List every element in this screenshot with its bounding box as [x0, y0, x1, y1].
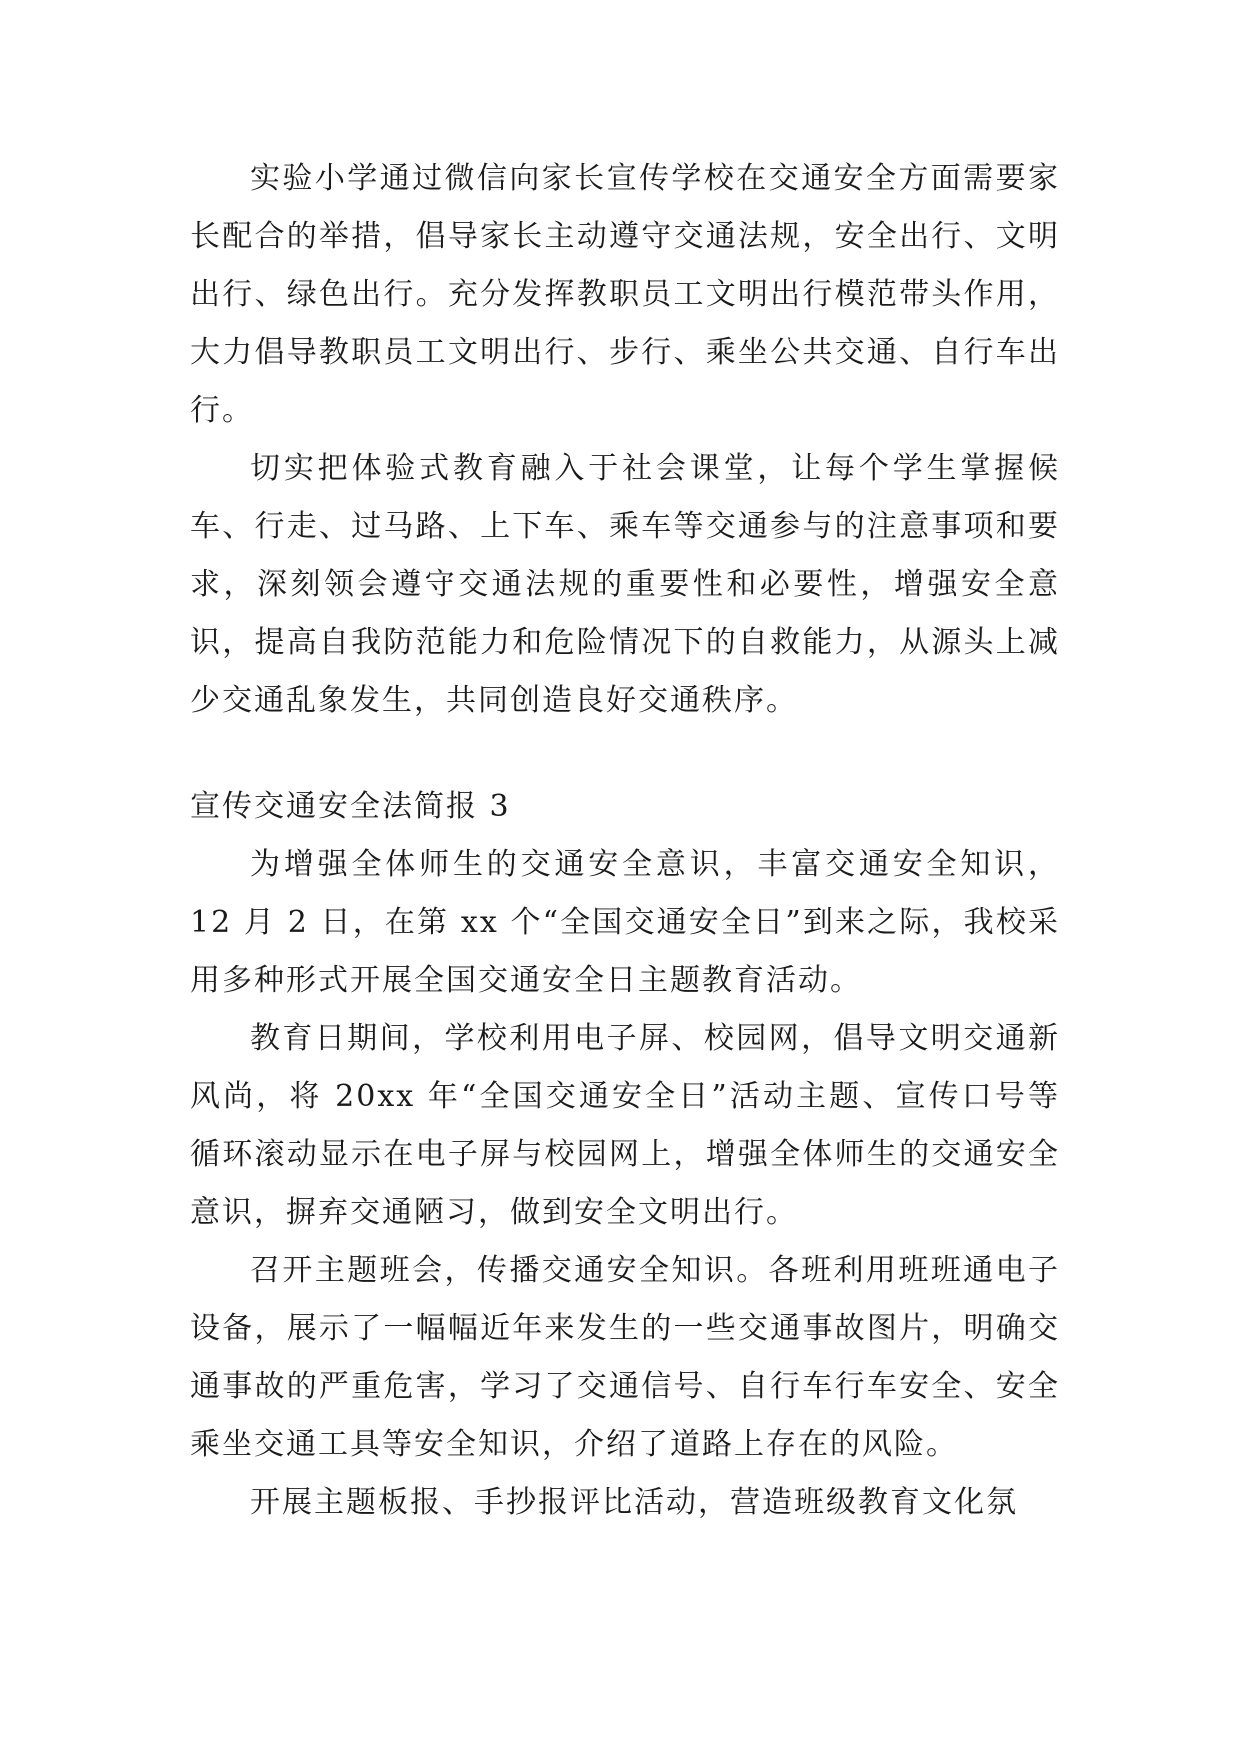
paragraph-safety-day-intro: 为增强全体师生的交通安全意识，丰富交通安全知识，12 月 2 日，在第 xx 个“全国交通安全日”到来之际，我校采用多种形式开展全国交通安全日主题教育活动。 — [190, 847, 1060, 998]
paragraph-blackboard-contest: 开展主题板报、手抄报评比活动，营造班级教育文化氛 — [250, 1485, 1018, 1520]
document-page — [190, 150, 1060, 1532]
paragraph-class-meetings: 召开主题班会，传播交通安全知识。各班利用班班通电子设备，展示了一幅幅近年来发生的一些交通事故图片，明确交通事故的严重危害，学习了交通信号、自行车行车安全、安全乘坐交通工具等安全知识，介绍了道路上存在的风险。 — [190, 1253, 1060, 1462]
paragraph-electronic-screens: 教育日期间，学校利用电子屏、校园网，倡导文明交通新风尚，将 20xx 年“全国交通安全日”活动主题、宣传口号等循环滚动显示在电子屏与校园网上，增强全体师生的交通安全意识，摒弃交通陋习，做到安全文明出行。 — [190, 1021, 1060, 1230]
paragraph-experiential-education: 切实把体验式教育融入于社会课堂，让每个学生掌握候车、行走、过马路、上下车、乘车等交通参与的注意事项和要求，深刻领会遵守交通法规的重要性和必要性，增强安全意识，提高自我防范能力和危险情况下的自救能力，从源头上减少交通乱象发生，共同创造良好交通秩序。 — [190, 451, 1060, 718]
paragraph-parent-outreach: 实验小学通过微信向家长宣传学校在交通安全方面需要家长配合的举措，倡导家长主动遵守交通法规，安全出行、文明出行、绿色出行。充分发挥教职员工文明出行模范带头作用，大力倡导教职员工文明出行、步行、乘坐公共交通、自行车出行。 — [190, 161, 1060, 428]
section-heading: 宣传交通安全法简报 3 — [190, 789, 511, 824]
